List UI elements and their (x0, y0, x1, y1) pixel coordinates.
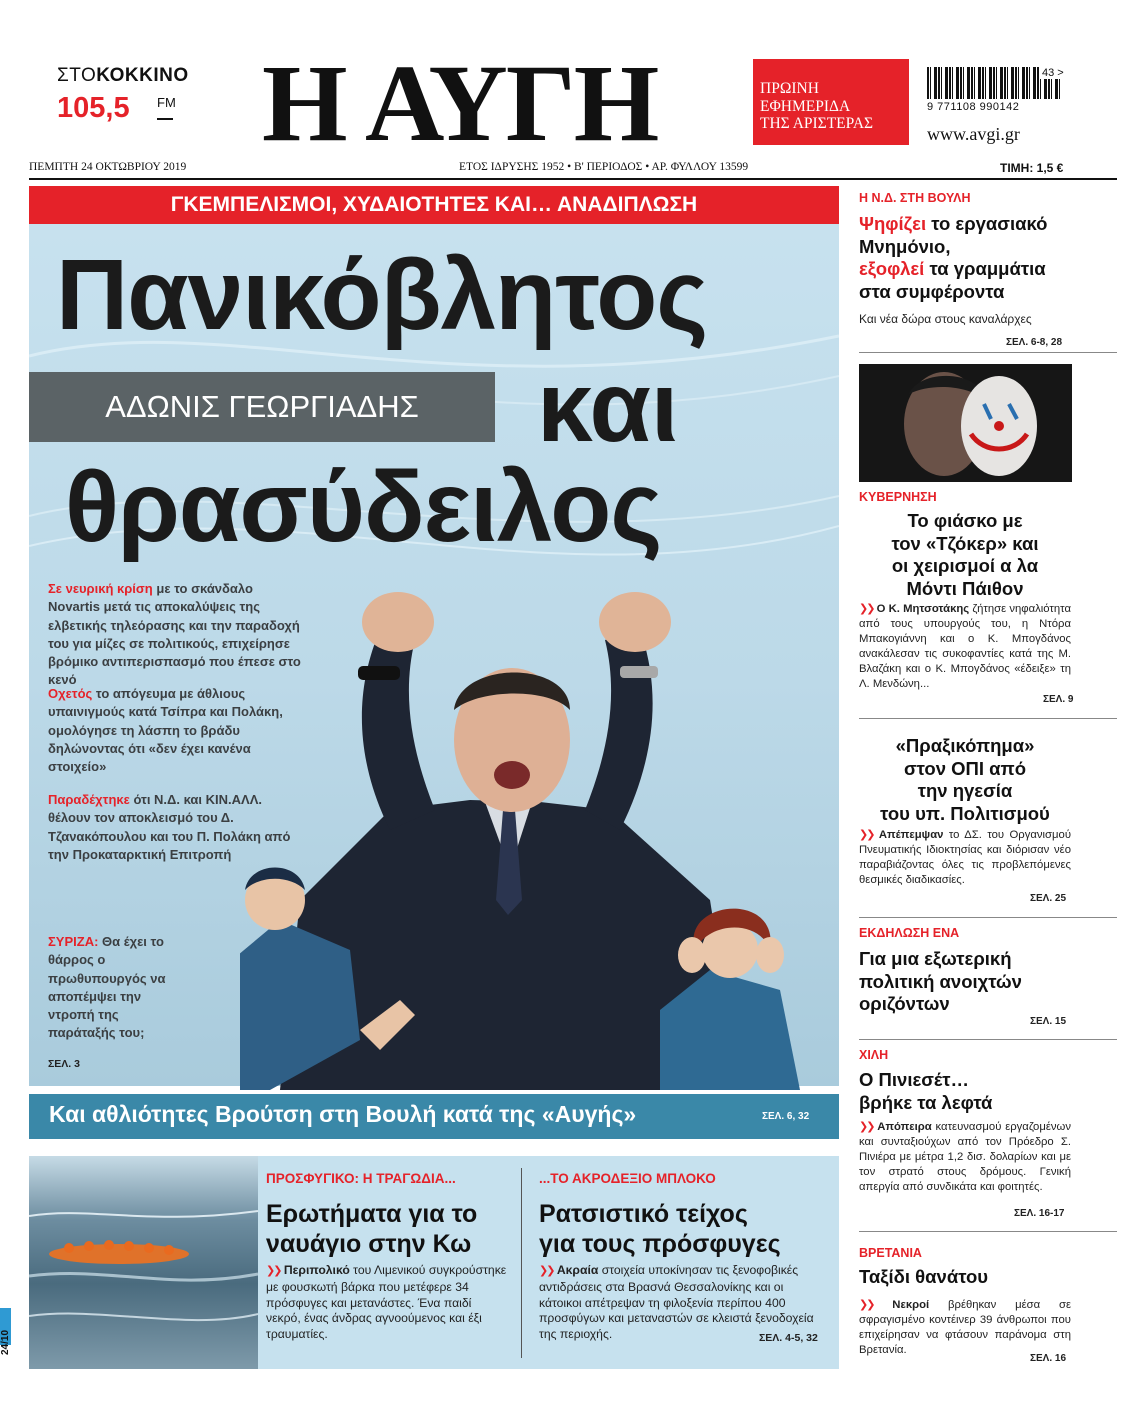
sidebar-6-kicker: ΒΡΕΤΑΝΙΑ (859, 1246, 922, 1260)
sidebar-4-page-ref: ΣΕΛ. 15 (1030, 1016, 1067, 1027)
sea-illustration (29, 1156, 258, 1369)
lead-paragraph-1: Σε νευρική κρίση με το σκάνδαλο Novartis μετά τις αποκαλύψεις της ελβετικής τηλεόρασης και την παραδοχή του για μίζες σε πολιτικούς, επιχείρησε βρόμικο αντιπερισπασμό που έπεσε στο κενό (48, 581, 301, 688)
story-right-body: ❯❯ Ακραία στοιχεία υποκίνησαν τις ξενοφοβικές αντιδράσεις στα Βρασνά Θεσσαλονίκης και οι κάτοικοι απέτρεψαν τη φιλοξενία περίπου 400 προσφύγων και μεταναστών σε κλειστά ξενοδοχεία της περιοχής. (539, 1263, 814, 1342)
arrow-icon: ❯❯ (859, 829, 874, 841)
lead-headline-line-3: θρασύδειλος (65, 451, 662, 563)
lead-paragraph-2: Οχετός το απόγευμα με άθλιους υπαινιγμούς κατά Τσίπρα και Πολάκη, ομολόγησε τη λάσπη το βράδυ δηλώνοντας ότι «δεν έχει κανένα στοιχείο» (48, 686, 283, 775)
sidebar-divider (859, 1231, 1117, 1232)
radio-frequency: 105,5 (57, 92, 130, 124)
newspaper-logo: Η ΑΥΓΗ (262, 42, 658, 164)
radio-band-underline (157, 118, 173, 120)
story-right-headline-line-1: Ρατσιστικό τείχος (539, 1200, 748, 1228)
bottom-banner-text: Και αθλιότητες Βρούτση στη Βουλή κατά της «Αυγής» (49, 1101, 637, 1127)
story-left-kicker: ΠΡΟΣΦΥΓΙΚΟ: Η ΤΡΑΓΩΔΙΑ... (266, 1171, 456, 1186)
lead-headline-line-1: Πανικόβλητος (56, 239, 708, 351)
arrow-icon: ❯❯ (539, 1265, 554, 1277)
arrow-icon: ❯❯ (859, 603, 874, 615)
sidebar-1-subhead: Και νέα δώρα στους καναλάρχες (859, 312, 1032, 326)
issue-price: ΤΙΜΗ: 1,5 € (1000, 161, 1064, 175)
sidebar-1-kicker: Η Ν.Δ. ΣΤΗ ΒΟΥΛΗ (859, 191, 971, 205)
story-left-headline[interactable] (266, 1199, 477, 1259)
sidebar-6-page-ref: ΣΕΛ. 16 (1030, 1353, 1067, 1364)
issue-info: ΕΤΟΣ ΙΔΡΥΣΗΣ 1952 • Β' ΠΕΡΙΟΔΟΣ • ΑΡ. ΦΥΛΛΟΥ 13599 (459, 161, 749, 173)
arrow-icon: ❯❯ (859, 1299, 874, 1311)
story-right-kicker: ...ΤΟ ΑΚΡΟΔΕΞΙΟ ΜΠΛΟΚΟ (539, 1171, 716, 1186)
lead-top-banner: ΓΚΕΜΠΕΛΙΣΜΟΙ, ΧΥΔΑΙΟΤΗΤΕΣ ΚΑΙ… ΑΝΑΔΙΠΛΩΣΗ (29, 186, 839, 224)
sidebar-4-kicker: ΕΚΔΗΛΩΣΗ ΕΝΑ (859, 926, 960, 940)
lead-headline-line-2: και (537, 351, 679, 463)
sidebar-5-body: ❯❯ Απόπειρα κατευνασμού εργαζομένων και συνταξιούχων από τον Πρόεδρο Σ. Πινιέρα με μέτρα 1,2 δισ. δολαρίων και με τον στρατό στους δρόμους. Γενική απεργία από συνδικάτα και φοιτητές. (859, 1121, 1072, 1193)
story-left-headline-line-2: ναυάγιο στην Κω (266, 1230, 472, 1258)
sidebar-divider (859, 352, 1117, 353)
refugee-boat-photo (29, 1156, 258, 1369)
story-right-page-ref: ΣΕΛ. 4-5, 32 (759, 1332, 818, 1344)
lead-page-ref: ΣΕΛ. 3 (48, 1058, 80, 1070)
issue-date: ΠΕΜΠΤΗ 24 ΟΚΤΩΒΡΙΟΥ 2019 (29, 161, 187, 173)
sidebar-divider (859, 917, 1117, 918)
lead-bottom-banner (29, 1094, 839, 1139)
story-left-headline-line-1: Ερωτήματα για το (266, 1200, 478, 1228)
sidebar-2-page-ref: ΣΕΛ. 9 (1043, 694, 1074, 705)
story-right-headline[interactable] (539, 1199, 781, 1259)
joker-illustration (859, 364, 1072, 482)
sidebar-3-page-ref: ΣΕΛ. 25 (1030, 893, 1067, 904)
barcode-number: 9 771108 990142 (927, 101, 1020, 113)
sidebar-6-headline[interactable]: Ταξίδι θανάτου (859, 1266, 989, 1287)
website-link[interactable]: www.avgi.gr (927, 124, 1020, 144)
lead-paragraph-4: ΣΥΡΙΖΑ: Θα έχει το θάρρος ο πρωθυπουργός να αποπέμψει την ντροπή της παράταξής του; (48, 934, 166, 1041)
arrow-icon: ❯❯ (266, 1265, 281, 1277)
sidebar-2-kicker: ΚΥΒΕΡΝΗΣΗ (859, 490, 937, 504)
edge-date-tab: 24/10 (0, 1329, 11, 1355)
sidebar-2-headline[interactable]: Το φιάσκο με τον «Τζόκερ» και οι χειρισμοί α λα Μόντι Πάιθον (891, 510, 1039, 599)
tagline-line-3: ΤΗΣ ΑΡΙΣΤΕΡΑΣ (760, 115, 874, 132)
tagline-box (753, 59, 909, 145)
lead-name-box: ΑΔΩΝΙΣ ΓΕΩΡΓΙΑΔΗΣ (29, 372, 495, 442)
sidebar-3-body: ❯❯ Απέπεμψαν το ΔΣ. του Οργανισμού Πνευματικής Ιδιοκτησίας και διόρισαν νέο παραβιάζοντας όλες τις προβλεπόμενες θεσμικές διαδικασίες. (859, 829, 1071, 886)
story-right-headline-line-2: για τους πρόσφυγες (539, 1230, 781, 1258)
radio-band: FM (157, 95, 176, 110)
sidebar-5-page-ref: ΣΕΛ. 16-17 (1014, 1208, 1065, 1219)
tagline-line-2: ΕΦΗΜΕΡΙΔΑ (760, 97, 851, 115)
sidebar-2-body: ❯❯ Ο Κ. Μητσοτάκης ζήτησε νηφαλιότητα από τους υπουργούς του, η Ντόρα Μπακογιάννη και ο Κ. Μπογδάνος ανακάλεσαν τις συκοφαντίες κατά της Μ. Βλαζάκη και ο Κ. Μπογδάνος «έδειξε» τη Λ. Μενδώνη... (859, 603, 1071, 690)
sidebar-1-headline[interactable]: Ψηφίζει το εργασιακό Μνημόνιο, εξοφλεί τα γραμμάτια στα συμφέροντα (859, 213, 1048, 302)
sidebar-5-headline[interactable]: Ο Πινιεσέτ… βρήκε τα λεφτά (859, 1069, 993, 1113)
sidebar-3-headline[interactable]: «Πραξικόπημα» στον ΟΠΙ από την ηγεσία του υπ. Πολιτισμού (880, 735, 1050, 824)
sidebar-5-kicker: ΧΙΛΗ (859, 1048, 889, 1062)
sidebar-divider (859, 718, 1117, 719)
sidebar-divider (859, 1039, 1117, 1040)
masthead-rule (29, 178, 1117, 180)
politician-photo-illustration (240, 570, 800, 1090)
tagline-line-1: ΠΡΩΙΝΗ (760, 80, 819, 97)
bottom-banner-ref: ΣΕΛ. 6, 32 (762, 1111, 810, 1122)
joker-photo (859, 364, 1072, 482)
lead-paragraph-3: Παραδέχτηκε ότι Ν.Δ. και ΚΙΝ.ΑΛΛ. θέλουν τον αποκλεισμό του Δ. Τζανακόπουλου και του Π. Πολάκη από την Προκαταρκτική Επιτροπή (48, 792, 291, 862)
story-left-body: ❯❯ Περιπολικό του Λιμενικού συγκρούστηκε με φουσκωτή βάρκα που μετέφερε 34 πρόσφυγες και μετανάστες. Ένα παιδί νεκρό, ένας άνδρας αγνοούμενος και έξι τραυματίες. (266, 1263, 507, 1342)
lower-divider (521, 1168, 522, 1358)
sidebar-1-page-ref: ΣΕΛ. 6-8, 28 (1006, 337, 1063, 348)
radio-brand: ΣΤΟΚΟΚΚΙΝΟ (57, 65, 189, 86)
sidebar-6-body: ❯❯ Νεκροί βρέθηκαν μέσα σε σφραγισμένο κοντέινερ 39 άνθρωποι που επιχείρησαν να φτάσουν παράνομα στη Βρετανία. (859, 1299, 1071, 1356)
sidebar-4-headline[interactable]: Για μια εξωτερική πολιτική ανοιχτών οριζόντων (859, 948, 1022, 1014)
barcode-issue: 43 > (1042, 67, 1064, 79)
arrow-icon: ❯❯ (859, 1121, 874, 1133)
